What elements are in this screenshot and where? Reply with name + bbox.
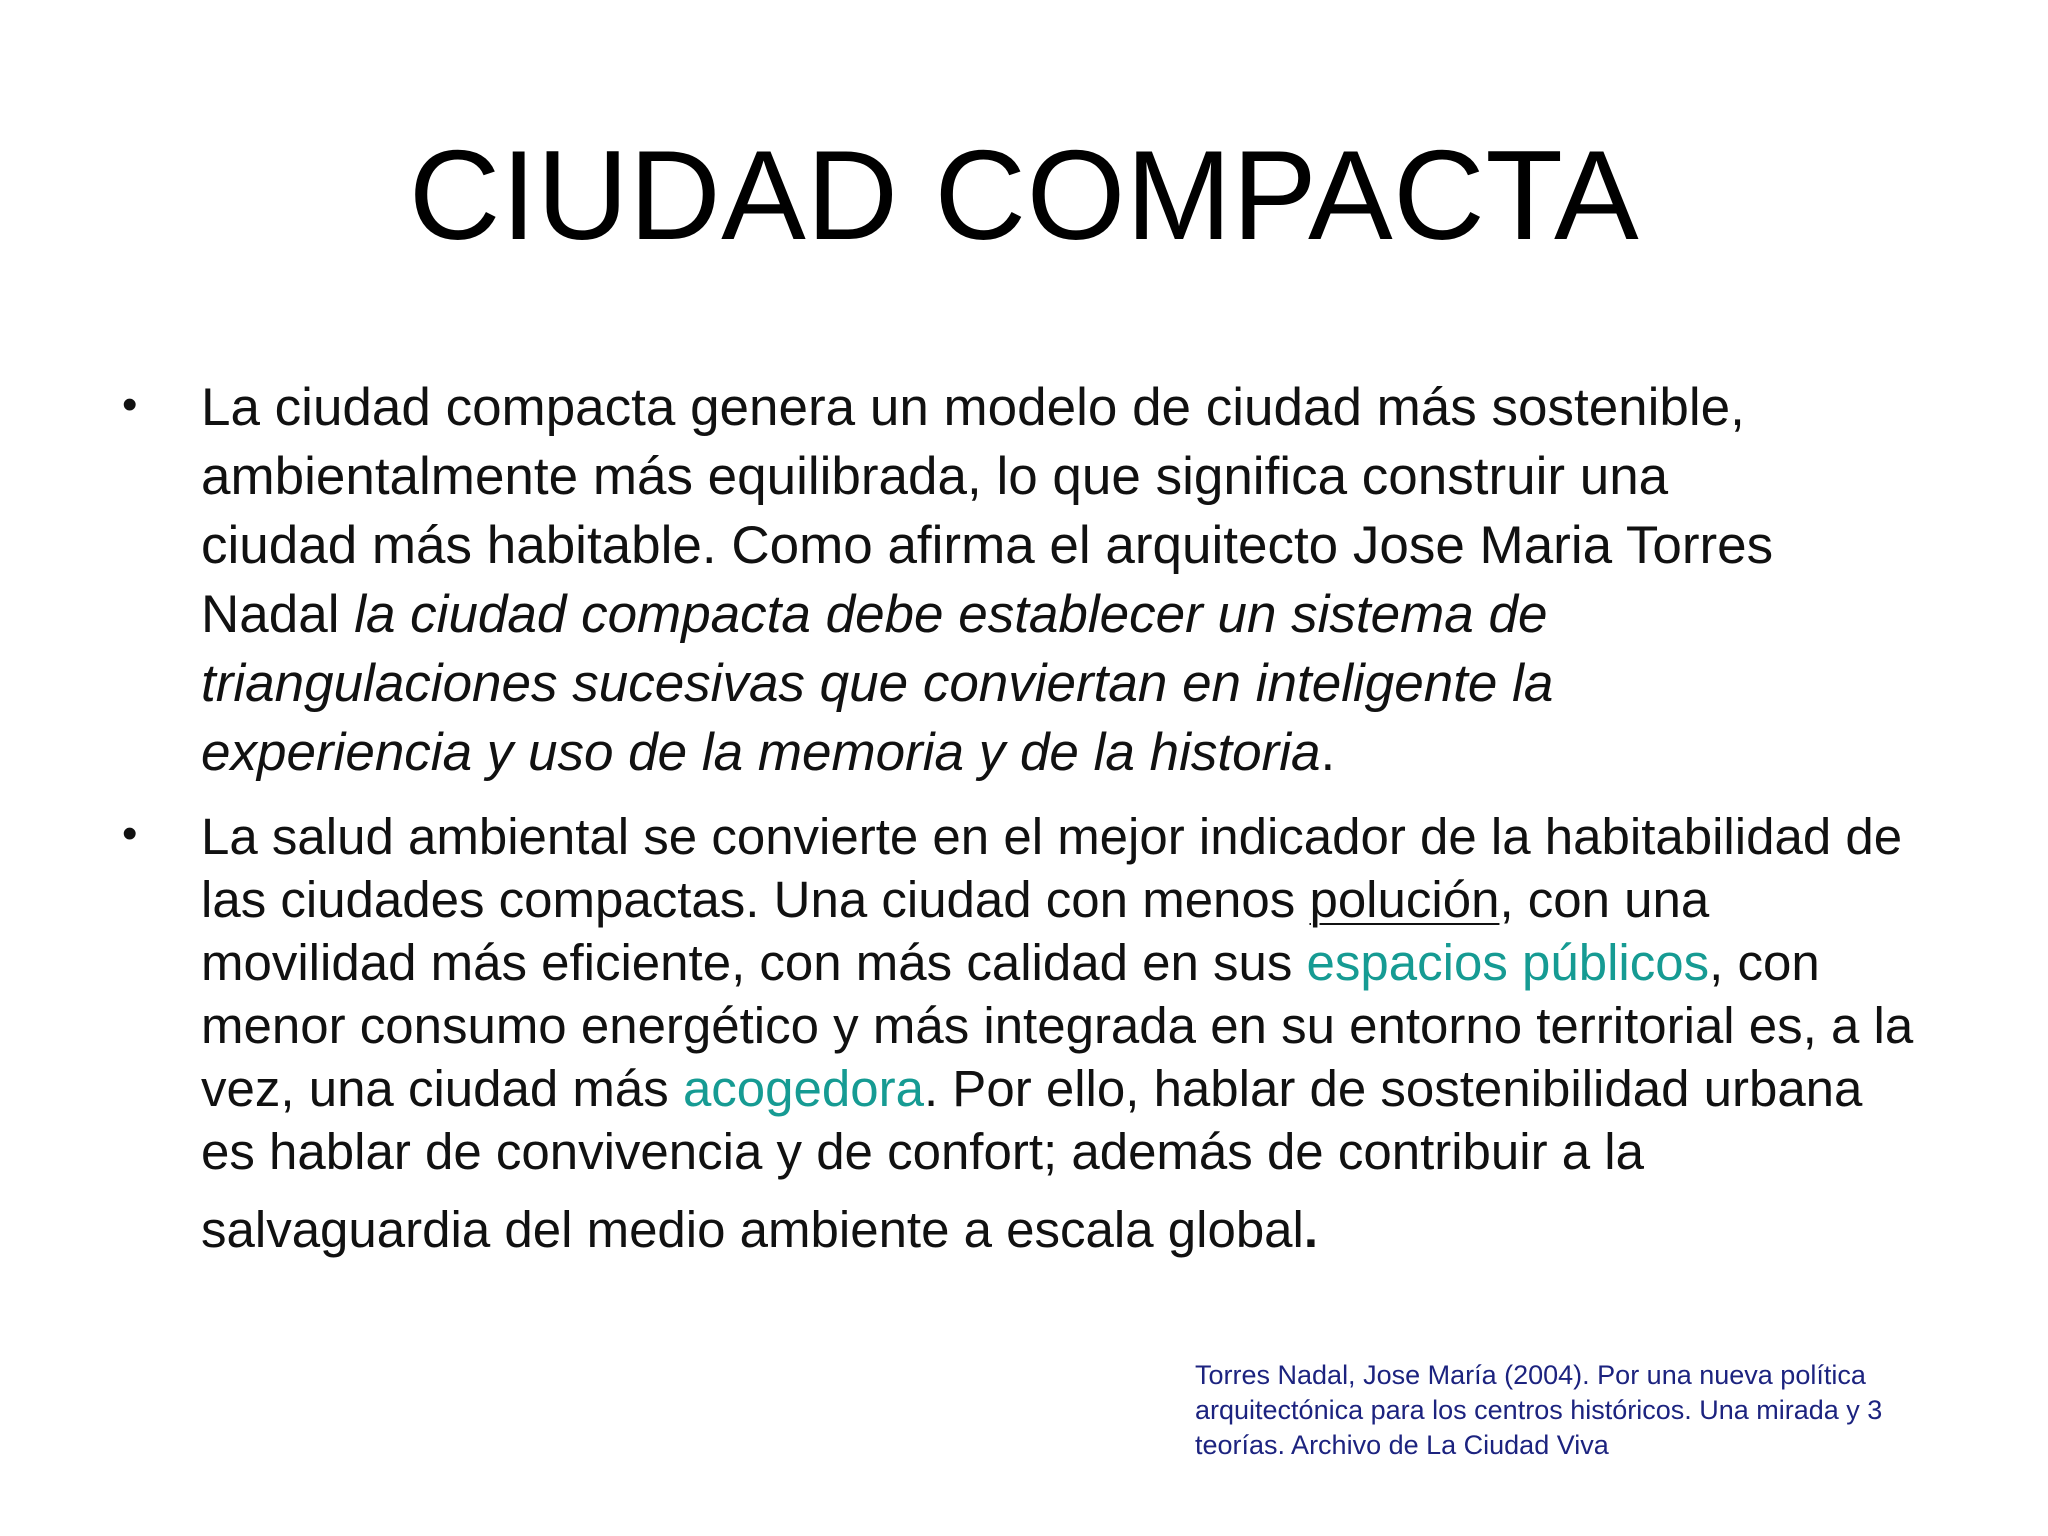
bullet-1-line-3: ciudad más habitable. Como afirma el arquitecto Jose Maria Torres [201,516,1774,575]
espacios-publicos-highlight: espacios públicos [1306,934,1710,991]
quote-text: triangulaciones sucesivas que conviertan en inteligente la [201,654,1554,713]
reference-line-1: Torres Nadal, Jose María (2004). Por una nueva política [1195,1360,1866,1390]
bullet-1-line-1: La ciudad compacta genera un modelo de ciudad más sostenible, [201,378,1745,437]
bullet-2-line-3 [201,933,1820,993]
bullet-marker: • [122,380,138,429]
bullet-2-line-2 [201,870,1709,930]
line-text: movilidad más eficiente, con más calidad en sus [201,934,1307,991]
slide-title: CIUDAD COMPACTA [408,124,1640,266]
line-text: las ciudades compactas. Una ciudad con menos [201,871,1310,928]
line-text: . Por ello, hablar de sostenibilidad urbana [923,1060,1863,1117]
reference-line-3: teorías. Archivo de La Ciudad Viva [1195,1430,1609,1460]
quote-text: experiencia y uso de la memoria y de la historia [201,723,1321,782]
reference-note [1195,1358,1975,1463]
bullet-1-line-4 [201,585,1547,645]
quote-text: la ciudad compacta debe establecer un sistema de [354,585,1548,644]
line-text: , con [1709,934,1820,991]
line-text: vez, una ciudad más [201,1060,683,1117]
bullet-1-line-5 [201,654,1553,714]
bullet-1-line-2: ambientalmente más equilibrada, lo que significa construir una [201,447,1669,506]
line-text: . [1320,723,1336,782]
polucion-link[interactable]: polución [1309,871,1500,928]
bullet-2-line-6: es hablar de convivencia y de confort; además de contribuir a la [201,1123,1644,1180]
bullet-marker: • [122,809,138,858]
reference-line-2: arquitectónica para los centros históricos. Una mirada y 3 [1195,1395,1883,1425]
bullet-2-line-4: menor consumo energético y más integrada en su entorno territorial es, a la [201,997,1914,1054]
bullet-2-line-1: La salud ambiental se convierte en el mejor indicador de la habitabilidad de [201,808,1903,865]
bullet-1-line-6 [201,723,1335,783]
bullet-2-line-5 [201,1059,1862,1119]
bullet-2-line-7 [201,1200,1318,1260]
line-text: . [1303,1201,1319,1258]
line-text: , con una [1499,871,1710,928]
line-text: salvaguardia del medio ambiente a escala global [201,1201,1304,1258]
acogedora-highlight: acogedora [682,1060,924,1117]
line-text: Nadal [201,585,355,644]
